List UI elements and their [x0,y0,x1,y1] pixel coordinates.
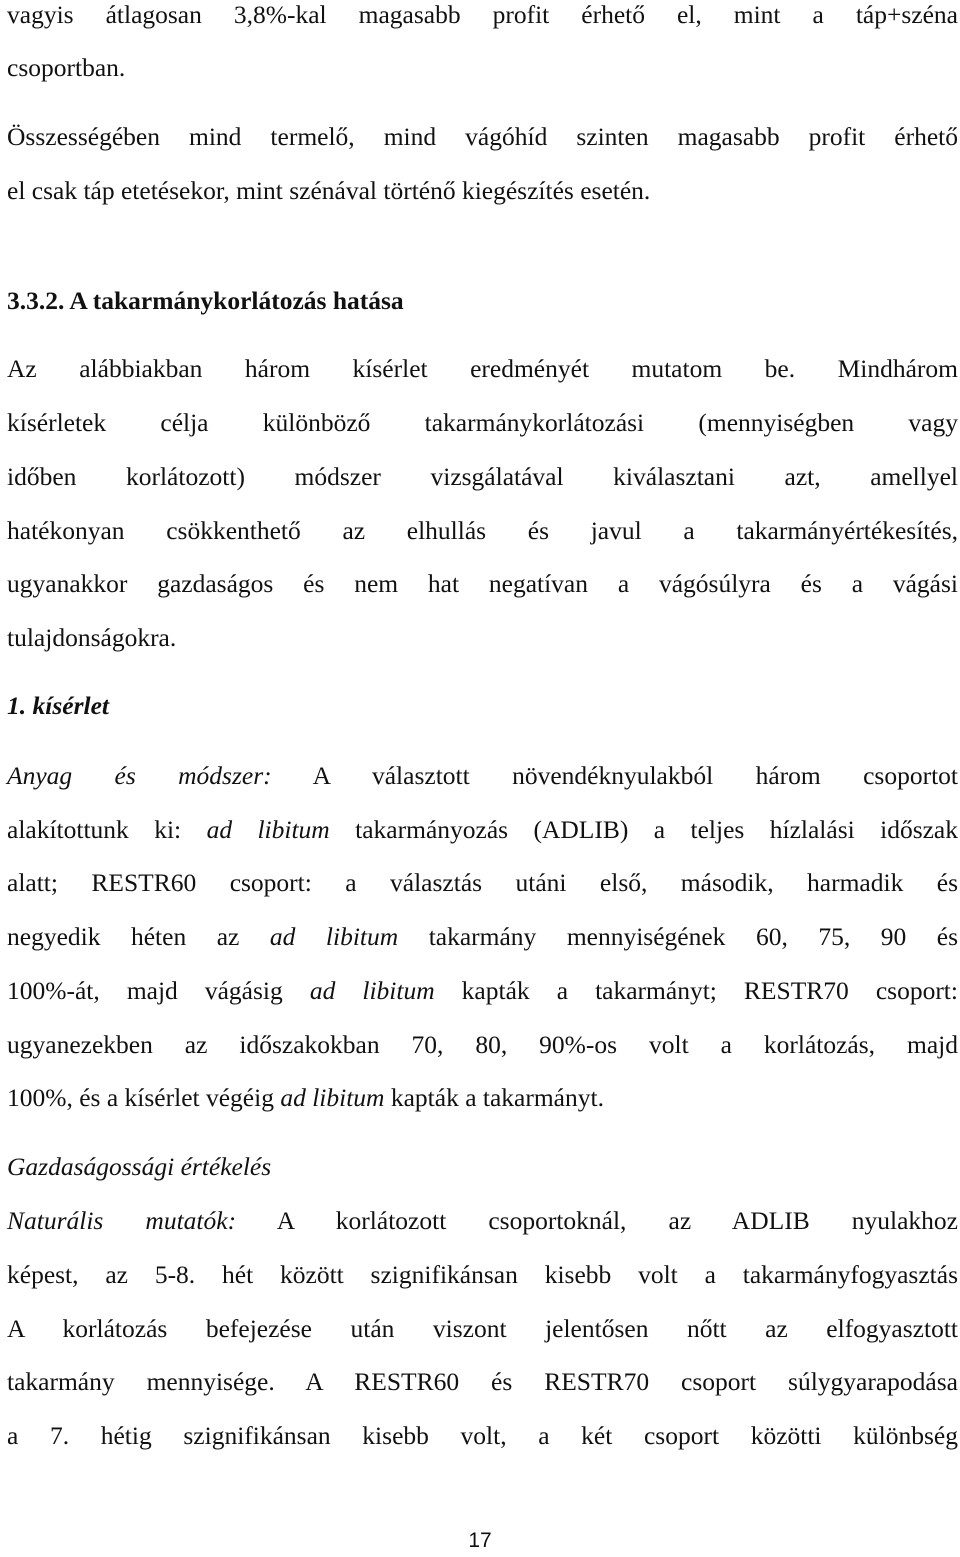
experiment-text: kapták a takarmányt. [384,1083,604,1112]
experiment-text: takarmányozás (ADLIB) a teljes hízlalási időszak [329,815,959,844]
experiment-text: takarmány mennyiségének 60, 75, 90 és [398,922,958,951]
experiment-text: alakítottunk ki: [7,815,207,844]
economics-line: a 7. hétig szignifikánsan kisebb volt, a két csoport közötti különbség [7,1421,958,1450]
method-label: Anyag és módszer: [7,761,272,790]
paragraph-line: tulajdonságokra. [7,623,177,652]
economics-line [7,1201,958,1241]
ad-libitum-term: ad libitum [280,1083,385,1112]
section-heading: 3.3.2. A takarmánykorlátozás hatása [7,286,404,315]
economics-line: A korlátozás befejezése után viszont jelentősen nőtt az elfogyasztott [7,1314,958,1343]
paragraph-line: ugyanakkor gazdaságos és nem hat negatívan a vágósúlyra és a vágási [7,569,958,598]
ad-libitum-term: ad libitum [309,976,435,1005]
economics-line: takarmány mennyisége. A RESTR60 és RESTR70 csoport súlygyarapodása [7,1367,958,1396]
summary-line: Összességében mind termelő, mind vágóhíd szinten magasabb profit érhető [7,122,958,151]
economics-line: képest, az 5-8. hét között szignifikánsan kisebb volt a takarmányfogyasztás [7,1260,958,1289]
intro-line: vagyis átlagosan 3,8%-kal magasabb profit érhető el, mint a táp+széna [7,0,958,29]
experiment-text: 100%, és a kísérlet végéig [7,1083,281,1112]
page-number: 17 [468,1529,492,1552]
experiment-line [7,1078,604,1118]
economics-heading: Gazdaságossági értékelés [7,1152,272,1181]
paragraph-line: Az alábbiakban három kísérlet eredményét mutatom be. Mindhárom [7,354,958,383]
economics-text: A korlátozott csoportoknál, az ADLIB nyulakhoz [236,1206,958,1235]
experiment-text: kapták a takarmányt; RESTR70 csoport: [434,976,958,1005]
experiment-line: ugyanezekben az időszakokban 70, 80, 90%-os volt a korlátozás, majd [7,1030,958,1059]
paragraph-line: kísérletek célja különböző takarmánykorlátozási (mennyiségben vagy [7,408,958,437]
experiment-text: negyedik héten az [7,922,270,951]
experiment-text: 100%-át, majd vágásig [7,976,310,1005]
experiment-line: alatt; RESTR60 csoport: a választás utáni első, második, harmadik és [7,868,958,897]
ad-libitum-term: ad libitum [206,815,330,844]
experiment-text: A választott növendéknyulakból három csoportot [271,761,958,790]
ad-libitum-term: ad libitum [269,922,399,951]
experiment-line [7,810,958,850]
experiment-line [7,917,958,957]
summary-line: el csak táp etetésekor, mint szénával történő kiegészítés esetén. [7,176,651,205]
experiment-heading: 1. kísérlet [7,691,109,720]
intro-line: csoportban. [7,53,126,82]
indicators-label: Naturális mutatók: [7,1206,237,1235]
paragraph-line: időben korlátozott) módszer vizsgálatával kiválasztani azt, amellyel [7,462,958,491]
experiment-line [7,756,958,796]
experiment-line [7,971,958,1011]
paragraph-line: hatékonyan csökkenthető az elhullás és javul a takarmányértékesítés, [7,516,958,545]
